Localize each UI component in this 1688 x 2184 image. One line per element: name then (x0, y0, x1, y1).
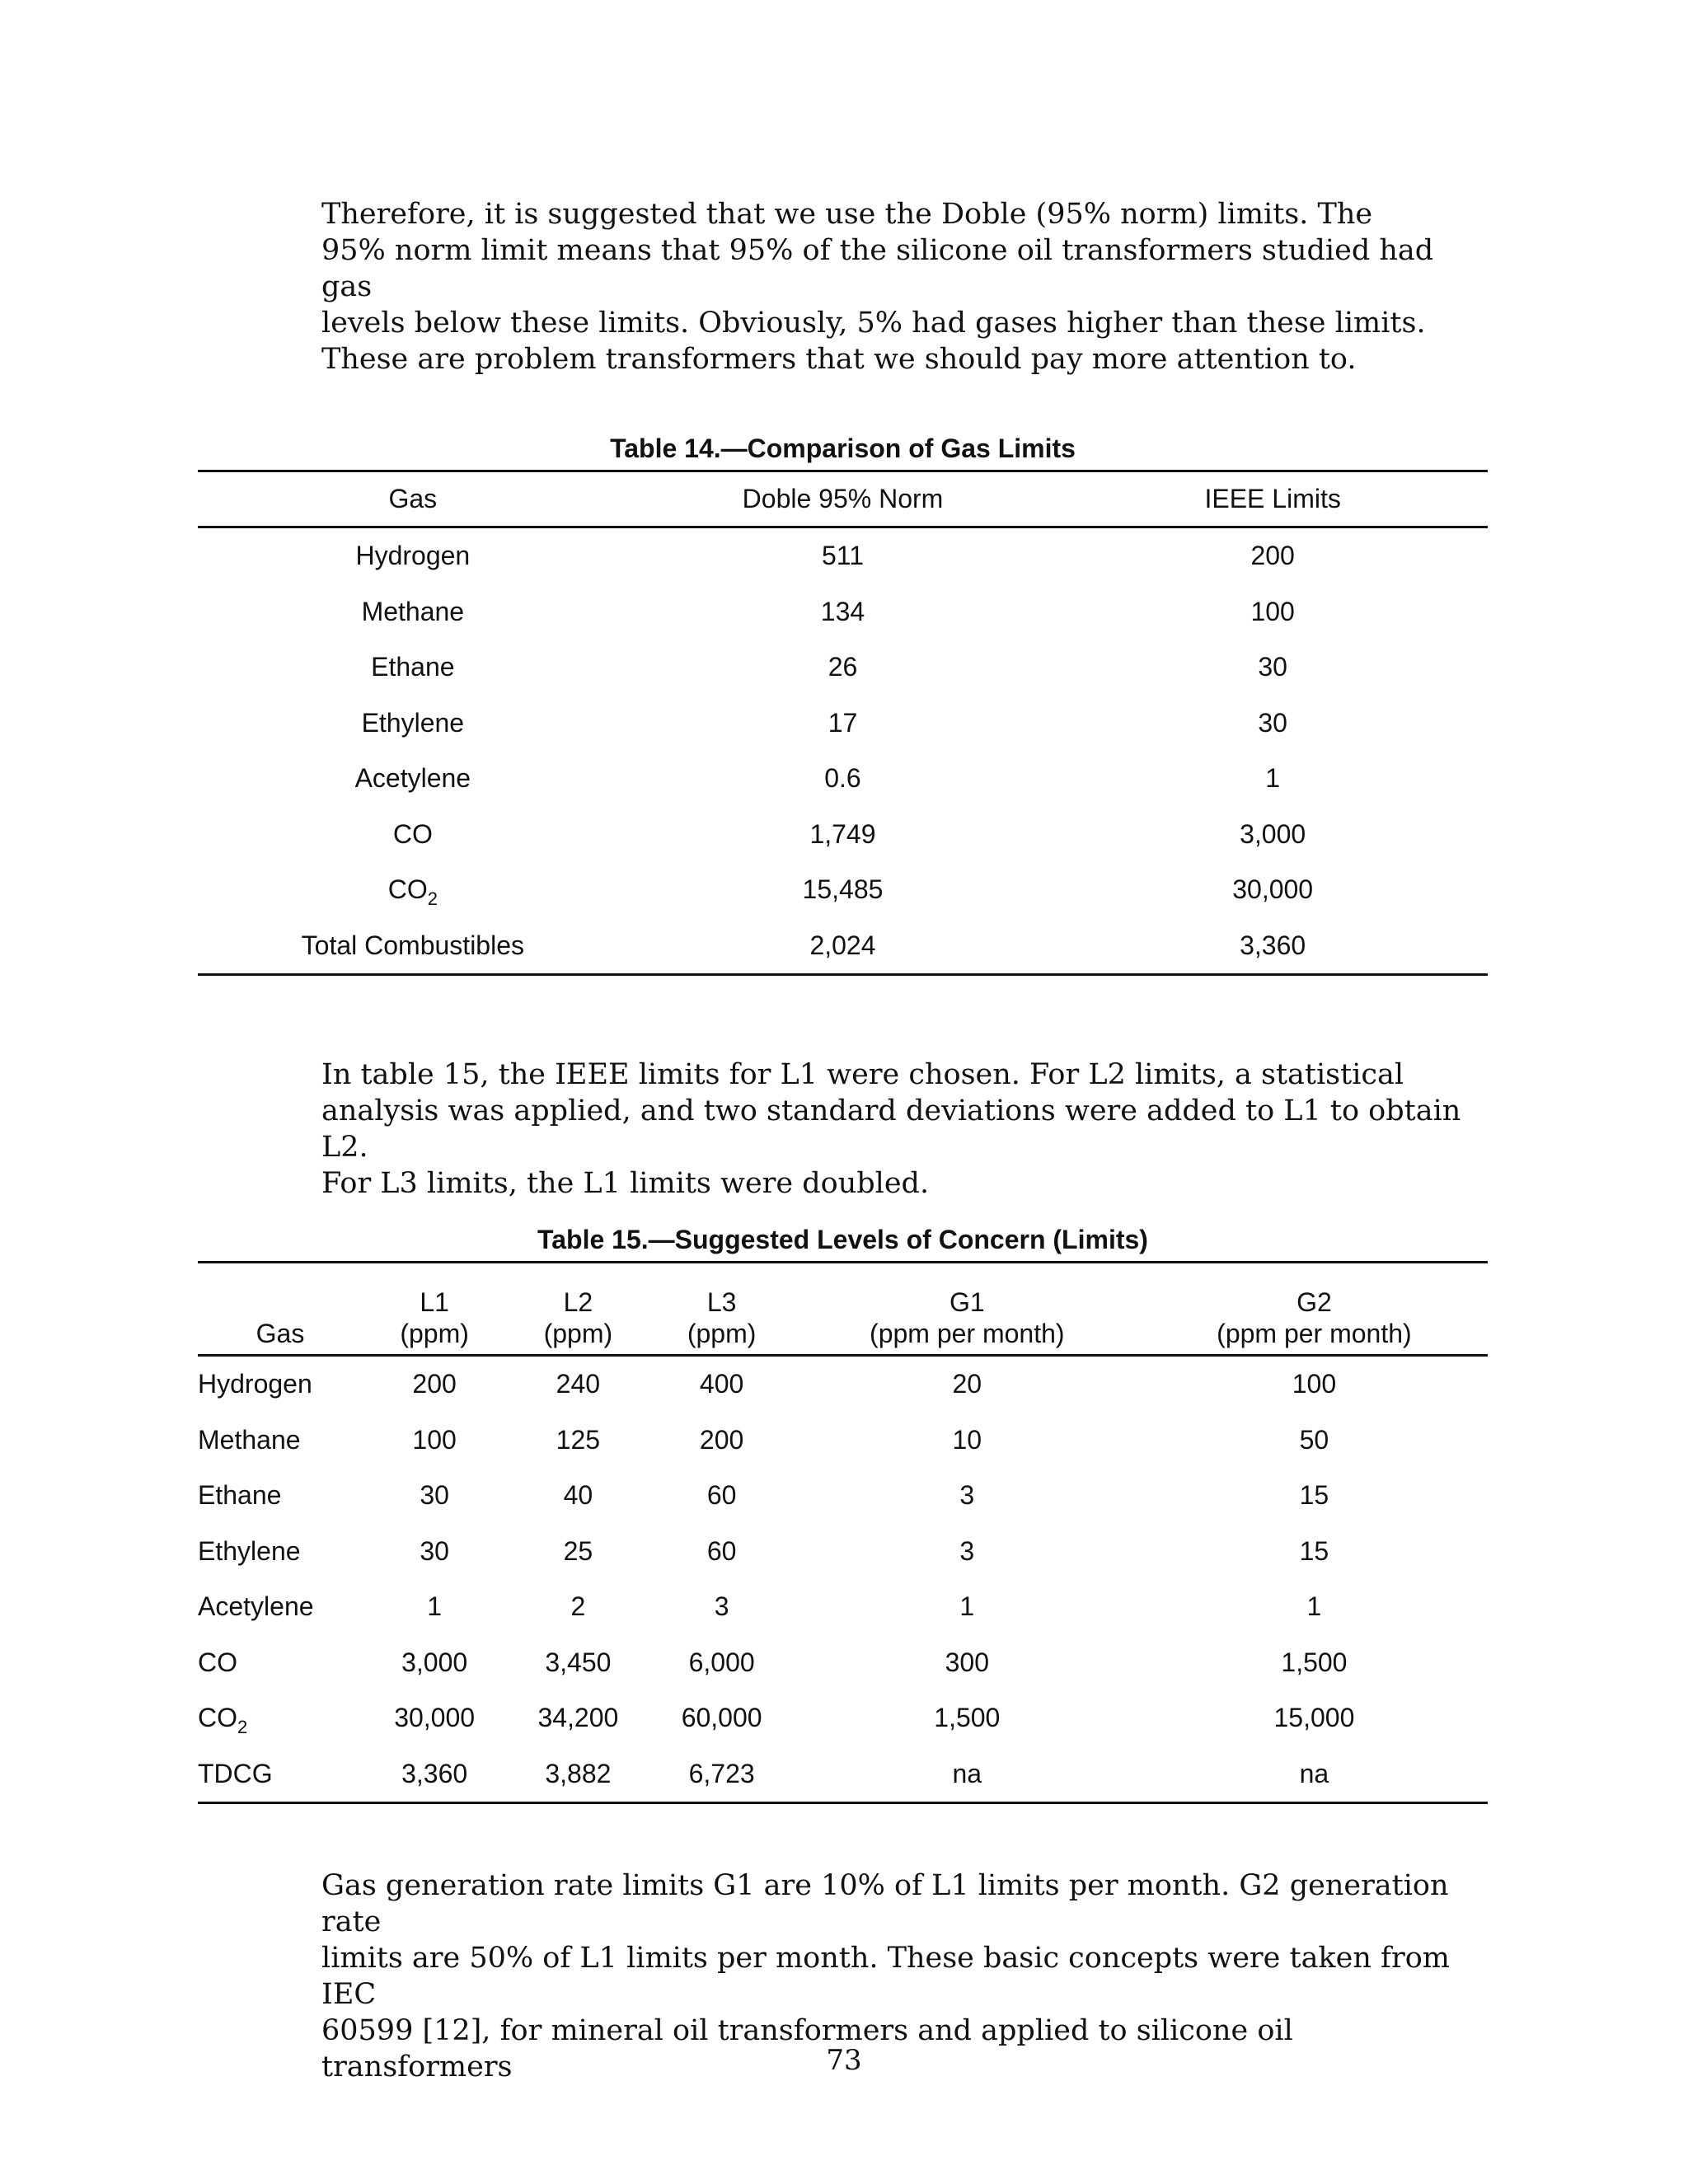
g1-cell: 3 (959, 1535, 975, 1566)
paragraph-line: For L3 limits, the L1 limits were doubled. (321, 1167, 930, 1200)
paragraph-line: In table 15, the IEEE limits for L1 were chosen. For L2 limits, a statistical (321, 1058, 1404, 1091)
paragraph-line: limits are 50% of L1 limits per month. These basic concepts were taken from IEC (321, 1942, 1450, 2011)
l1-cell: 100 (412, 1424, 457, 1455)
g1-cell: 300 (945, 1647, 989, 1677)
l3-cell: 200 (699, 1424, 744, 1455)
table-row (198, 1690, 1488, 1746)
l3-cell: 400 (699, 1369, 744, 1399)
l1-cell: 200 (412, 1369, 457, 1399)
table14-header-row (198, 471, 1488, 527)
gas-cell: Total Combustibles (301, 930, 524, 960)
ieee-cell: 100 (1250, 596, 1295, 626)
table14 (198, 470, 1488, 976)
gas-cell: Acetylene (198, 1591, 314, 1622)
header-line1: L2 (563, 1287, 593, 1317)
table15-header-l3 (650, 1263, 794, 1356)
g2-cell: 1 (1306, 1591, 1322, 1622)
gas-cell (198, 1690, 363, 1746)
l1-cell: 1 (427, 1591, 443, 1622)
table-row (198, 1356, 1488, 1413)
table14-header-gas: Gas (198, 471, 628, 527)
header-line2: (ppm per month) (1217, 1319, 1412, 1348)
header-line2: (ppm) (687, 1319, 757, 1348)
g1-cell: 1,500 (934, 1703, 1001, 1733)
doble-cell: 26 (828, 652, 858, 682)
ieee-cell: 3,360 (1240, 930, 1306, 960)
paragraph-line: These are problem transformers that we should pay more attention to. (321, 343, 1357, 376)
paragraph-line: Therefore, it is suggested that we use the Doble (95% norm) limits. The (321, 198, 1373, 231)
l2-cell: 3,882 (545, 1758, 612, 1788)
page-number: 73 (826, 2044, 862, 2077)
ieee-cell: 3,000 (1240, 818, 1306, 849)
l2-cell: 25 (563, 1535, 593, 1566)
ieee-cell: 30 (1258, 707, 1287, 738)
gas-cell: Acetylene (354, 763, 471, 794)
g2-cell: 50 (1299, 1424, 1329, 1455)
l2-cell: 34,200 (537, 1703, 619, 1733)
l2-cell: 125 (556, 1424, 601, 1455)
g1-cell: 3 (959, 1480, 975, 1511)
paragraph-line: analysis was applied, and two standard deviations were added to L1 to obtain L2. (321, 1094, 1461, 1164)
paragraph-line: Gas generation rate limits G1 are 10% of L1 limits per month. G2 generation rate (321, 1869, 1449, 1938)
header-line1: L1 (420, 1287, 449, 1317)
l3-cell: 6,000 (688, 1647, 755, 1677)
paragraph-line: 95% norm limit means that 95% of the silicone oil transformers studied had gas (321, 234, 1434, 303)
table-row (198, 918, 1488, 975)
header-line1: G1 (949, 1287, 985, 1317)
g2-cell: na (1299, 1758, 1329, 1788)
table-row (198, 640, 1488, 696)
header-line2: Gas (256, 1319, 305, 1348)
l2-cell: 240 (556, 1369, 601, 1399)
table15-header-l1 (363, 1263, 506, 1356)
l1-cell: 30,000 (394, 1703, 476, 1733)
gas-cell: Ethane (198, 1480, 282, 1511)
gas-cell: CO (198, 1647, 237, 1677)
gas-cell: Methane (198, 1424, 301, 1455)
table14-title: Table 14.—Comparison of Gas Limits (610, 434, 1076, 463)
middle-paragraph (321, 1057, 1492, 1202)
table-row (198, 527, 1488, 584)
doble-cell: 17 (828, 707, 858, 738)
ieee-cell: 30 (1258, 652, 1287, 682)
gas-cell: Methane (361, 596, 465, 626)
gas-formula: CO (387, 874, 428, 905)
table14-header-doble: Doble 95% Norm (628, 471, 1058, 527)
table-row (198, 696, 1488, 752)
header-line1: G2 (1296, 1287, 1332, 1317)
g1-cell: 20 (952, 1369, 982, 1399)
table15-header-l2 (506, 1263, 649, 1356)
header-line2: (ppm) (400, 1319, 469, 1348)
subscript: 2 (237, 1717, 248, 1738)
l3-cell: 60,000 (681, 1703, 762, 1733)
header-line2: (ppm) (543, 1319, 613, 1348)
l3-cell: 6,723 (688, 1758, 755, 1788)
table15-header-row (198, 1263, 1488, 1356)
doble-cell: 134 (820, 596, 865, 626)
l2-cell: 3,450 (545, 1647, 612, 1677)
table-row (198, 1635, 1488, 1691)
subscript: 2 (427, 888, 438, 910)
gas-cell: TDCG (198, 1758, 273, 1788)
intro-paragraph (321, 196, 1492, 377)
table14-header-ieee: IEEE Limits (1057, 471, 1488, 527)
table15-header-g2 (1141, 1263, 1488, 1356)
g2-cell: 15 (1299, 1535, 1329, 1566)
gas-cell: CO (392, 818, 433, 849)
gas-cell: Ethane (371, 652, 455, 682)
g2-cell: 15,000 (1273, 1703, 1355, 1733)
gas-formula: CO (198, 1703, 237, 1733)
g1-cell: 10 (952, 1424, 982, 1455)
gas-cell: Hydrogen (198, 1369, 312, 1399)
l3-cell: 3 (714, 1591, 729, 1622)
doble-cell: 0.6 (824, 763, 861, 794)
table-row (198, 1746, 1488, 1803)
table-row (198, 862, 1488, 918)
table-row (198, 751, 1488, 807)
table15-header-g1 (794, 1263, 1141, 1356)
table-row (198, 1468, 1488, 1524)
header-line1: L3 (706, 1287, 737, 1317)
l1-cell: 3,000 (401, 1647, 468, 1677)
g1-cell: 1 (959, 1591, 975, 1622)
gas-cell: Ethylene (198, 1535, 301, 1566)
doble-cell: 1,749 (809, 818, 876, 849)
gas-cell: Ethylene (361, 707, 465, 738)
ieee-cell: 1 (1265, 763, 1281, 794)
g2-cell: 100 (1292, 1369, 1337, 1399)
l3-cell: 60 (706, 1535, 737, 1566)
l1-cell: 30 (420, 1480, 449, 1511)
table15-header-gas (198, 1263, 363, 1356)
header-line2: (ppm per month) (870, 1319, 1065, 1348)
l1-cell: 3,360 (401, 1758, 468, 1788)
doble-cell: 2,024 (809, 930, 876, 960)
table15 (198, 1261, 1488, 1804)
l2-cell: 40 (563, 1480, 593, 1511)
paragraph-line: levels below these limits. Obviously, 5% had gases higher than these limits. (321, 307, 1426, 340)
table-row (198, 1413, 1488, 1469)
l1-cell: 30 (420, 1535, 449, 1566)
table-row (198, 807, 1488, 863)
table-row (198, 584, 1488, 640)
paragraph-line: 60599 [12], for mineral oil transformers and applied to silicone oil transformers (321, 2014, 1293, 2083)
ieee-cell: 30,000 (1232, 874, 1314, 905)
g2-cell: 15 (1299, 1480, 1329, 1511)
g1-cell: na (952, 1758, 982, 1788)
doble-cell: 15,485 (802, 874, 884, 905)
gas-cell (198, 862, 628, 918)
l2-cell: 2 (570, 1591, 586, 1622)
doble-cell: 511 (821, 541, 864, 571)
ieee-cell: 200 (1250, 541, 1295, 571)
l3-cell: 60 (706, 1480, 737, 1511)
table15-title: Table 15.—Suggested Levels of Concern (Limits) (537, 1225, 1148, 1254)
g2-cell: 1,500 (1281, 1647, 1348, 1677)
table-row (198, 1524, 1488, 1580)
gas-cell: Hydrogen (355, 541, 471, 571)
table-row (198, 1579, 1488, 1635)
